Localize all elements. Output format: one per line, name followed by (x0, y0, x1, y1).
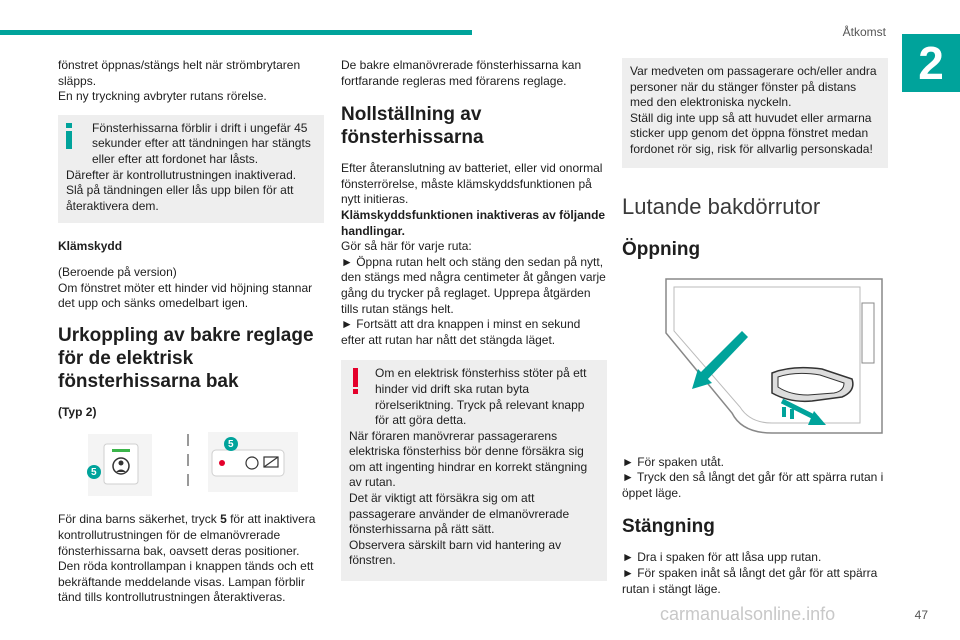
section-title: Åtkomst (842, 25, 886, 39)
step: ► För spaken utåt. (622, 454, 724, 469)
info-icon (66, 123, 72, 149)
subheading: Klämskydd (58, 239, 123, 254)
paragraph: Den röda kontrollampan i knappen tänds och ett bekräftande meddelande visas. Lampan förblir tänd tills kontrollutrustningen återaktiveras. (58, 559, 314, 605)
child-lock-switch-illustration (58, 430, 298, 498)
warning-text: När föraren manövrerar passagerarens elektriska fönsterhiss bör denne försäkra sig om att ingenting hindrar en korrekt stängning av rutan. (349, 428, 588, 490)
paragraph: En ny tryckning avbryter rutans rörelse. (58, 89, 267, 104)
paragraph: Efter återanslutning av batteriet, eller vid onormal fönsterrörelse, måste klämskyddsfunktionen på nytt initieras. (341, 161, 603, 207)
section-heading: Stängning (622, 516, 715, 538)
column-3 (622, 58, 888, 607)
column-1 (58, 58, 324, 616)
warning-text: Om en elektrisk fönsterhiss stöter på ett hinder vid drift ska rutan byta rörelseriktning. Tryck på relevant knapp för att göra detta. (375, 366, 587, 428)
warning-text: Det är viktigt att försäkra sig om att passagerare använder de elmanövrerade fönsterhissarna på rätt sätt. (349, 491, 570, 537)
paragraph: De bakre elmanövrerade fönsterhissarna kan fortfarande regleras med förarens reglage. (341, 58, 582, 88)
paragraph: Gör så här för varje ruta: (341, 239, 472, 254)
paragraph: För dina barns säkerhet, tryck 5 för att inaktivera kontrollutrustningen för de elmanövrerade fönsterhissarna bak, oavsett deras positioner. (58, 512, 316, 558)
warning-note (341, 360, 607, 581)
step: ► För spaken inåt så långt det går för att spärra rutan i stängt läge. (622, 565, 878, 596)
header-accent-bar (0, 30, 472, 35)
paragraph: Om fönstret möter ett hinder vid höjning stannar det upp och sänks omedelbart igen. (58, 280, 313, 311)
page-number: 47 (914, 608, 928, 622)
note-text: Var medveten om passagerare och/eller andra personer när du stänger fönster på distans med den elektroniska nyckeln. (630, 64, 877, 110)
paragraph: (Beroende på version) (58, 264, 177, 279)
bold-paragraph: Klämskyddsfunktionen inaktiveras av följande handlingar. (341, 207, 606, 238)
info-box (622, 58, 888, 168)
section-heading: Öppning (622, 238, 701, 260)
rear-window-latch-figure (622, 273, 888, 441)
warning-icon (353, 368, 358, 394)
column-2 (341, 58, 607, 595)
note-text: Därefter är kontrollutrustningen inaktiverad. (66, 167, 297, 182)
watermark: carmanualsonline.info (660, 604, 836, 624)
paragraph: fönstret öppnas/stängs helt när strömbrytaren släpps. (58, 58, 301, 88)
section-heading: Nollställning av fönsterhissarna (341, 104, 484, 149)
chapter-subtitle: Lutande bakdörrutor (622, 193, 821, 219)
note-text: Ställ dig inte upp så att huvudet eller armarna sticker upp genom det öppna fönstret medan fordonet rör sig, risk för allvarlig personskada! (630, 110, 873, 156)
callout-5-right: 5 (228, 439, 234, 451)
warning-text: Observera särskilt barn vid hantering av fönstren. (349, 537, 562, 568)
switch-figure (58, 430, 324, 498)
step: ► Tryck den så långt det går för att spärra rutan i öppet läge. (622, 470, 884, 500)
step: ► Öppna rutan helt och stäng den sedan på nytt, den stängs med några centimeter åt gången varje gång du trycker på reglaget. Upprepa åtgärden tills rutan stängs helt. (341, 254, 606, 316)
step: ► Fortsätt att dra knappen i minst en sekund efter att rutan har nått det stängda läget. (341, 317, 581, 347)
note-text: Slå på tändningen eller lås upp bilen för att återaktivera dem. (66, 183, 294, 213)
step: ► Dra i spaken för att låsa upp rutan. (622, 550, 822, 565)
type-label: (Typ 2) (58, 404, 97, 419)
chapter-number-tab: 2 (902, 34, 960, 92)
latch-illustration (622, 273, 888, 441)
info-note (58, 115, 324, 224)
section-heading: Urkoppling av bakre reglage för de elektrisk fönsterhissarna bak (58, 324, 314, 392)
callout-5-left: 5 (91, 467, 97, 479)
note-text: Fönsterhissarna förblir i drift i ungefär 45 sekunder efter att tändningen har stängts eller efter att fordonet har låsts. (92, 120, 311, 166)
